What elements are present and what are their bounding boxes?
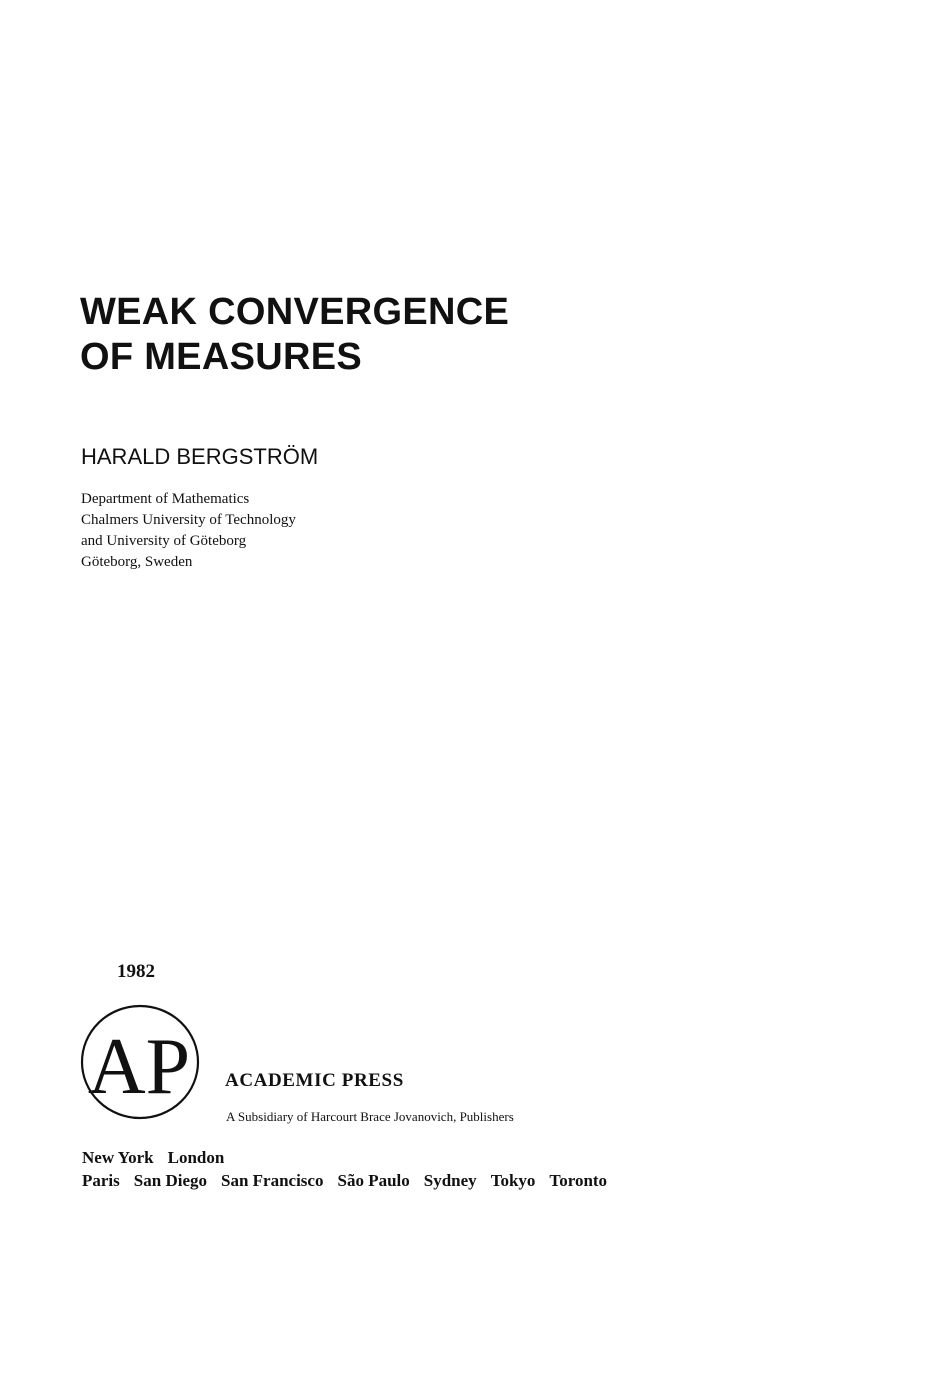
city: New York xyxy=(82,1148,154,1167)
city: Paris xyxy=(82,1171,120,1190)
publisher-name: ACADEMIC PRESS xyxy=(225,1070,404,1091)
publisher-logo xyxy=(79,1003,201,1121)
book-title-line-2: OF MEASURES xyxy=(80,336,362,378)
book-title-line-1: WEAK CONVERGENCE xyxy=(80,291,510,333)
author-name: HARALD BERGSTRÖM xyxy=(81,444,319,469)
city: São Paulo xyxy=(337,1171,410,1190)
city: Tokyo xyxy=(490,1171,536,1190)
city: San Francisco xyxy=(221,1171,324,1190)
affiliation-line: Göteborg, Sweden xyxy=(81,554,193,570)
city: Sydney xyxy=(423,1171,477,1190)
publisher-cities-line-1 xyxy=(82,1149,238,1166)
publisher-subsidiary: A Subsidiary of Harcourt Brace Jovanovich, Publishers xyxy=(226,1109,514,1124)
affiliation-line: and University of Göteborg xyxy=(81,533,247,549)
affiliation-line: Department of Mathematics xyxy=(81,491,250,507)
publication-year: 1982 xyxy=(117,961,155,982)
city: Toronto xyxy=(549,1171,608,1190)
affiliation-line: Chalmers University of Technology xyxy=(81,512,296,528)
publisher-logo-monogram: AP xyxy=(87,1023,191,1111)
publisher-cities-line-2 xyxy=(82,1172,621,1189)
author-affiliation xyxy=(81,489,296,573)
city: London xyxy=(167,1148,225,1167)
city: San Diego xyxy=(133,1171,207,1190)
